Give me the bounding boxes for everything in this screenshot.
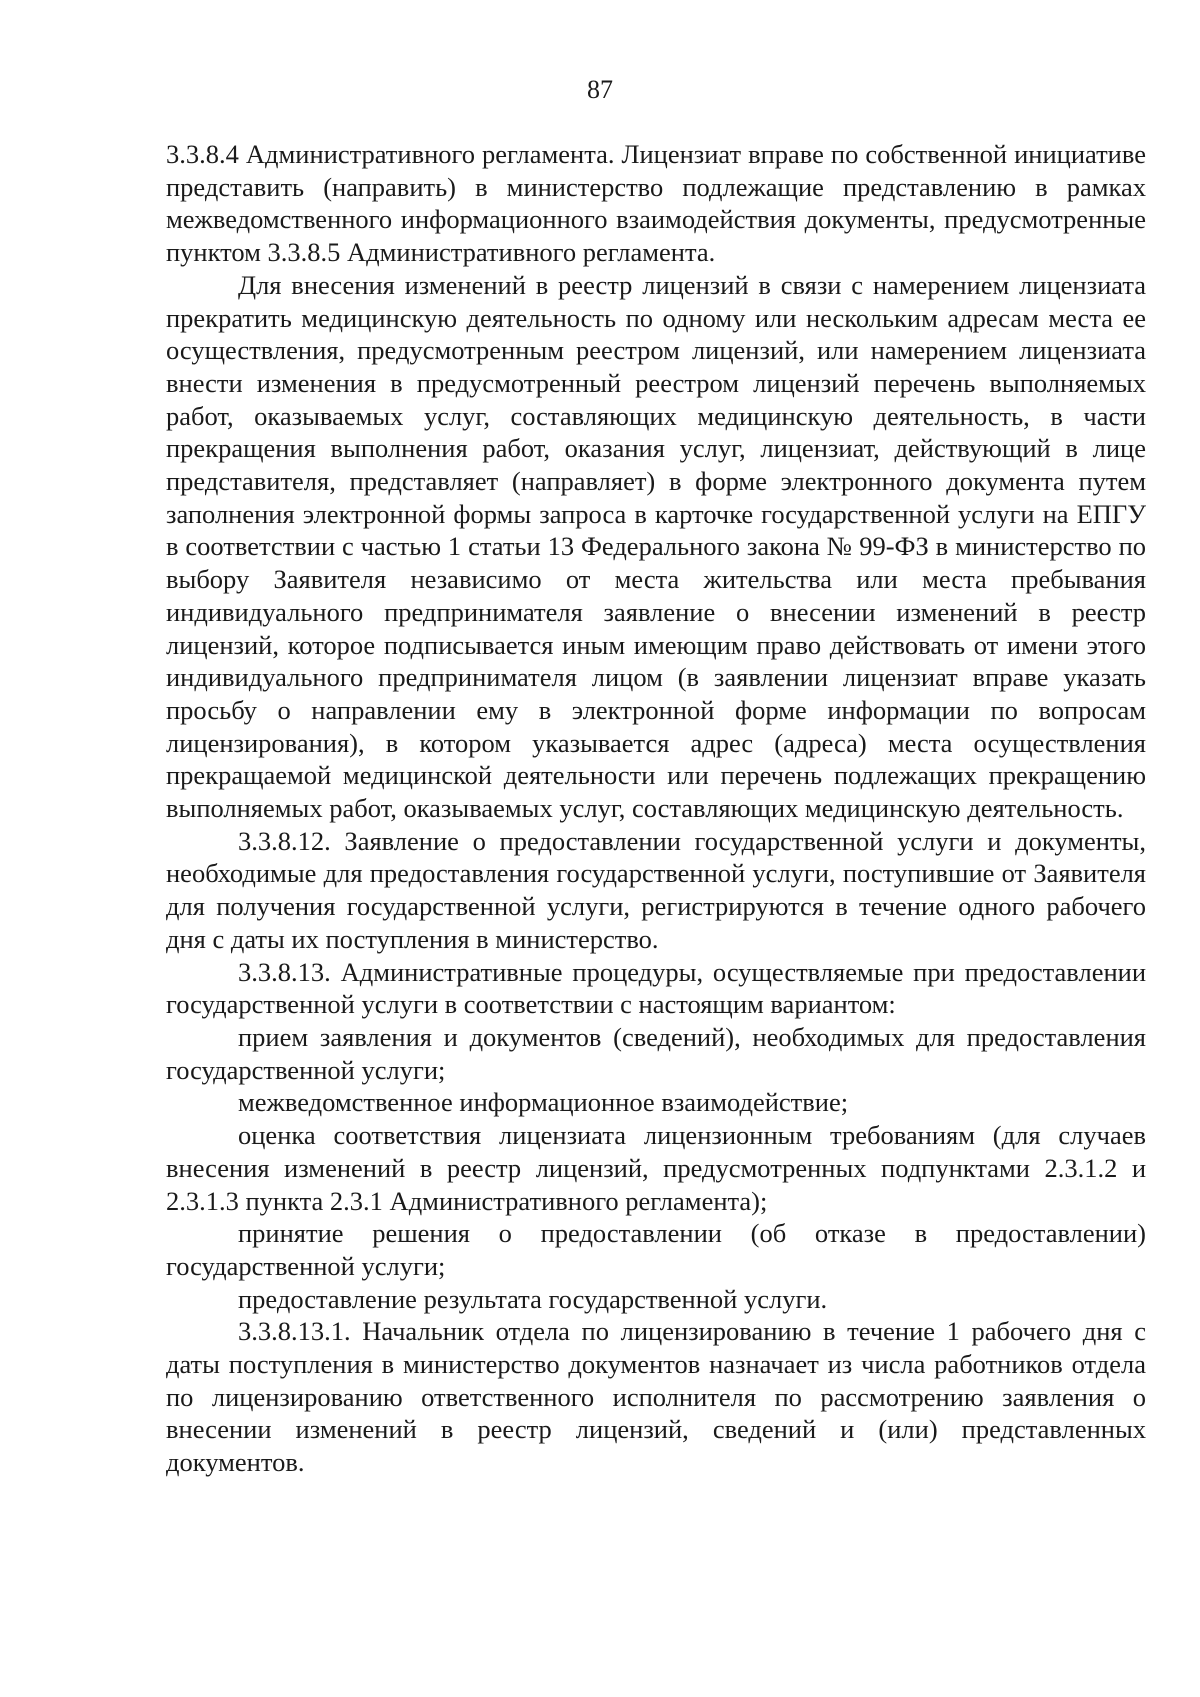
document-body [166, 138, 1146, 1479]
page-number: 87 [587, 75, 613, 104]
paragraph-registry-changes: Для внесения изменений в реестр лицензий в связи с намерением лицензиата прекратить медицинскую деятельность по одному или нескольким адресам места ее осуществления, предусмотренным реестром лицензий, или намерением лицензиата внести изменения в предусмотренный реестром лицензий перечень выполняемых работ, оказываемых услуг, составляющих медицинскую деятельность, в части прекращения выполнения работ, оказания услуг, лицензиат, действующий в лице представителя, представляет (направляет) в форме электронного документа путем заполнения электронной формы запроса в карточке государственной услуги на ЕПГУ в соответствии с частью 1 статьи 13 Федерального закона № 99-ФЗ в министерство по выбору Заявителя независимо от места жительства или места пребывания индивидуального предпринимателя заявление о внесении изменений в реестр лицензий, которое подписывается иным имеющим право действовать от имени этого индивидуального предпринимателя лицом (в заявлении лицензиат вправе указать просьбу о направлении ему в электронной форме информации по вопросам лицензирования), в котором указывается адрес (адреса) места осуществления прекращаемой медицинской деятельности или перечень подлежащих прекращению выполняемых работ, оказываемых услуг, составляющих медицинскую деятельность. [166, 269, 1146, 824]
list-item-reception: прием заявления и документов (сведений), необходимых для предоставления государственной услуги; [166, 1021, 1146, 1085]
paragraph-3-3-8-12: 3.3.8.12. Заявление о предоставлении государственной услуги и документы, необходимые для предоставления государственной услуги, поступившие от Заявителя для получения государственной услуги, регистрируются в течение одного рабочего дня с даты их поступления в министерство. [166, 825, 1146, 954]
list-item-interagency: межведомственное информационное взаимодействие; [238, 1087, 849, 1118]
list-item-decision: принятие решения о предоставлении (об отказе в предоставлении) государственной услуги; [166, 1218, 1146, 1281]
list-item-result: предоставление результата государственной услуги. [238, 1283, 828, 1314]
paragraph-3-3-8-13: 3.3.8.13. Административные процедуры, осуществляемые при предоставлении государственной услуги в соответствии с настоящим вариантом: [166, 956, 1146, 1020]
list-item-assessment: оценка соответствия лицензиата лицензионным требованиям (для случаев внесения изменений в реестр лицензий, предусмотренных подпунктами 2.3.1.2 и 2.3.1.3 пункта 2.3.1 Административного регламента); [166, 1120, 1146, 1216]
paragraph-3-3-8-13-1: 3.3.8.13.1. Начальник отдела по лицензированию в течение 1 рабочего дня с даты поступления в министерство документов назначает из числа работников отдела по лицензированию ответственного исполнителя по рассмотрению заявления о внесении изменений в реестр лицензий, сведений и (или) представленных документов. [166, 1316, 1146, 1478]
paragraph-continuation: 3.3.8.4 Административного регламента. Лицензиат вправе по собственной инициативе представить (направить) в министерство подлежащие представлению в рамках межведомственного информационного взаимодействия документы, предусмотренные пунктом 3.3.8.5 Административного регламента. [166, 139, 1146, 268]
